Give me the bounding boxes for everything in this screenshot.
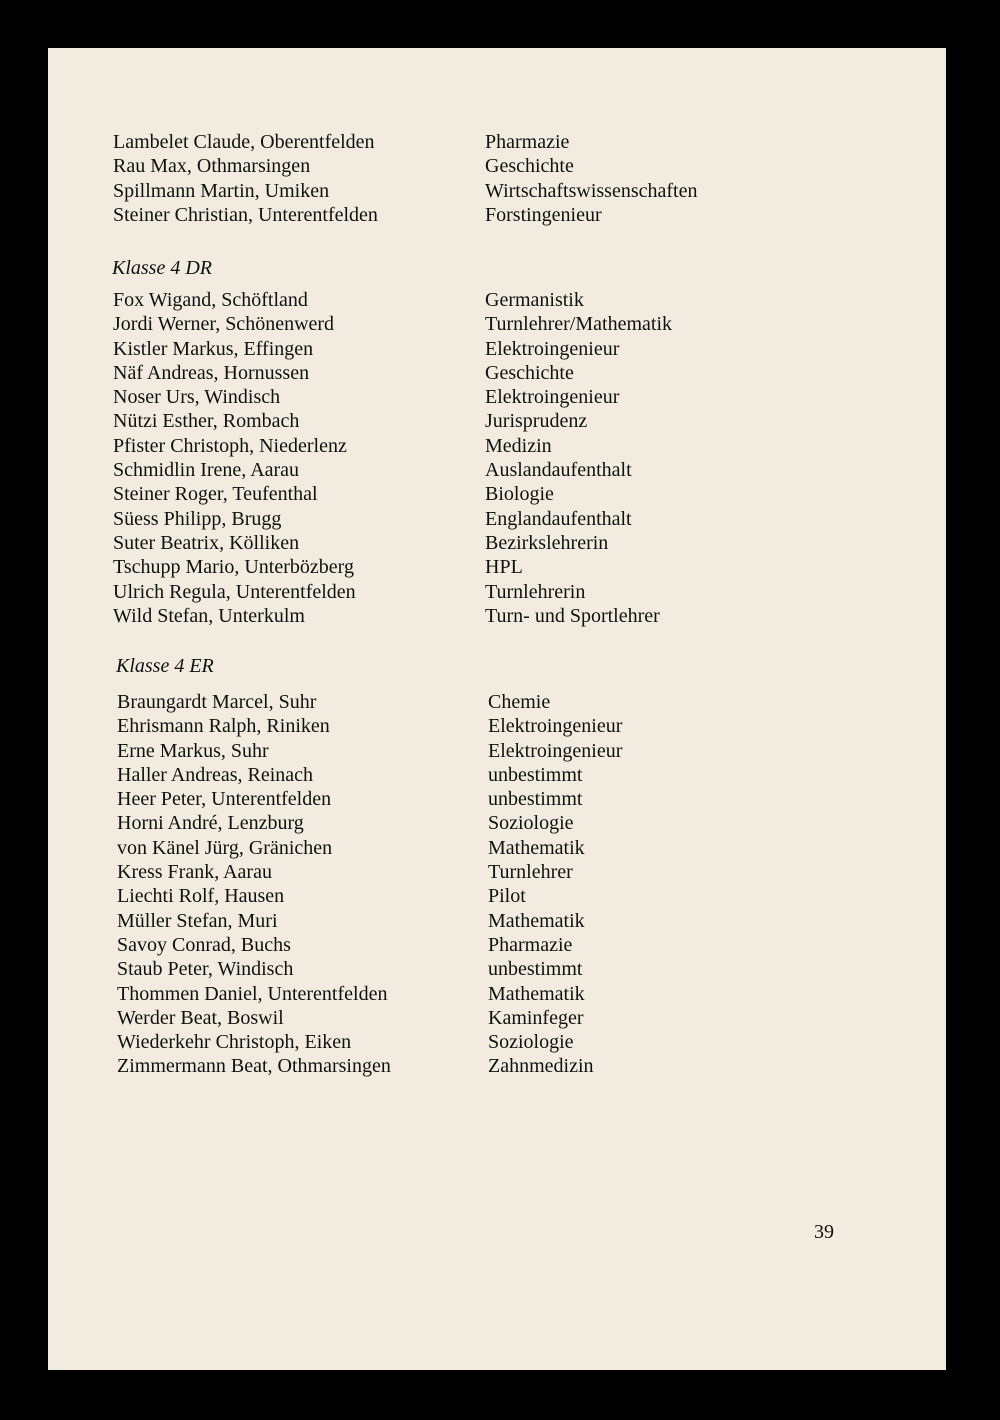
study-field: Geschichte	[485, 361, 574, 384]
list-item	[48, 982, 946, 1006]
student-name: Steiner Roger, Teufenthal	[113, 483, 318, 506]
list-item	[48, 154, 946, 178]
study-field: unbestimmt	[488, 788, 583, 811]
student-list-continued	[48, 130, 946, 227]
student-name: Jordi Werner, Schönenwerd	[113, 313, 335, 336]
study-field: Geschichte	[485, 155, 574, 178]
student-name: Ehrismann Ralph, Riniken	[117, 715, 330, 738]
student-name: Liechti Rolf, Hausen	[117, 885, 285, 908]
student-name: Kress Frank, Aarau	[117, 861, 272, 884]
list-item	[48, 909, 946, 933]
list-item	[48, 714, 946, 738]
section-heading-4dr: Klasse 4 DR	[112, 257, 212, 279]
list-item	[48, 1054, 946, 1078]
student-name: Nützi Esther, Rombach	[113, 410, 300, 433]
list-item	[48, 434, 946, 458]
study-field: Bezirkslehrerin	[485, 531, 609, 554]
student-name: Braungardt Marcel, Suhr	[117, 691, 317, 713]
list-item	[48, 860, 946, 884]
study-field: unbestimmt	[488, 763, 583, 786]
list-item	[48, 957, 946, 981]
study-field: Germanistik	[485, 289, 584, 311]
student-name: Erne Markus, Suhr	[117, 739, 269, 762]
student-name: Zimmermann Beat, Othmarsingen	[117, 1055, 391, 1078]
study-field: Zahnmedizin	[488, 1055, 594, 1078]
list-item	[48, 555, 946, 579]
student-name: Schmidlin Irene, Aarau	[113, 459, 300, 482]
study-field: Jurisprudenz	[485, 410, 588, 433]
student-name: Lambelet Claude, Oberentfelden	[113, 131, 375, 153]
study-field: Auslandaufenthalt	[485, 459, 632, 482]
page-number: 39	[814, 1221, 834, 1243]
student-name: Horni André, Lenzburg	[117, 812, 304, 835]
study-field: Pharmazie	[488, 933, 573, 956]
student-name: Haller Andreas, Reinach	[117, 763, 314, 786]
list-item	[48, 1006, 946, 1030]
study-field: Elektroingenieur	[485, 386, 620, 409]
section-heading-4er: Klasse 4 ER	[116, 655, 214, 677]
study-field: Mathematik	[488, 836, 585, 859]
student-name: Müller Stefan, Muri	[117, 909, 278, 932]
list-item	[48, 130, 946, 154]
study-field: HPL	[485, 556, 523, 579]
study-field: Mathematik	[488, 909, 585, 932]
study-field: Elektroingenieur	[488, 739, 623, 762]
list-item	[48, 203, 946, 227]
list-item	[48, 458, 946, 482]
study-field: Elektroingenieur	[488, 715, 623, 738]
list-item	[48, 763, 946, 787]
study-field: Kaminfeger	[488, 1006, 584, 1029]
student-name: Werder Beat, Boswil	[117, 1006, 284, 1029]
student-name: Savoy Conrad, Buchs	[117, 933, 291, 956]
study-field: Forstingenieur	[485, 203, 602, 226]
list-item	[48, 604, 946, 628]
list-item	[48, 385, 946, 409]
student-name: Spillmann Martin, Umiken	[113, 179, 330, 202]
study-field: Pharmazie	[485, 131, 570, 153]
student-name: Wiederkehr Christoph, Eiken	[117, 1031, 352, 1054]
student-name: Tschupp Mario, Unterbözberg	[113, 556, 354, 579]
list-item	[48, 409, 946, 433]
list-item	[48, 482, 946, 506]
study-field: Pilot	[488, 885, 526, 908]
study-field: Turnlehrerin	[485, 580, 586, 603]
list-item	[48, 836, 946, 860]
list-item	[48, 739, 946, 763]
student-name: Steiner Christian, Unterentfelden	[113, 203, 378, 226]
list-item	[48, 787, 946, 811]
study-field: Turnlehrer	[488, 861, 573, 884]
student-name: Noser Urs, Windisch	[113, 386, 281, 409]
study-field: Englandaufenthalt	[485, 507, 632, 530]
list-item	[48, 531, 946, 555]
student-name: Suter Beatrix, Kölliken	[113, 531, 300, 554]
student-name: Näf Andreas, Hornussen	[113, 361, 310, 384]
study-field: Elektroingenieur	[485, 337, 620, 360]
study-field: Wirtschaftswissenschaften	[485, 179, 698, 202]
student-name: Rau Max, Othmarsingen	[113, 155, 311, 178]
student-name: Thommen Daniel, Unterentfelden	[117, 982, 388, 1005]
list-item	[48, 811, 946, 835]
list-item	[48, 312, 946, 336]
study-field: Soziologie	[488, 1031, 574, 1054]
student-list-4er	[48, 690, 946, 1079]
student-name: Staub Peter, Windisch	[117, 958, 294, 981]
study-field: unbestimmt	[488, 958, 583, 981]
student-name: Wild Stefan, Unterkulm	[113, 604, 305, 627]
list-item	[48, 933, 946, 957]
student-name: Heer Peter, Unterentfelden	[117, 788, 332, 811]
study-field: Soziologie	[488, 812, 574, 835]
document-page	[48, 48, 946, 1370]
list-item	[48, 179, 946, 203]
list-item	[48, 337, 946, 361]
student-name: Kistler Markus, Effingen	[113, 337, 314, 360]
study-field: Biologie	[485, 483, 554, 506]
study-field: Chemie	[488, 691, 551, 713]
student-name: Süess Philipp, Brugg	[113, 507, 282, 530]
study-field: Mathematik	[488, 982, 585, 1005]
student-name: Fox Wigand, Schöftland	[113, 289, 308, 311]
study-field: Turnlehrer/Mathematik	[485, 313, 673, 336]
list-item	[48, 884, 946, 908]
study-field: Turn- und Sportlehrer	[485, 604, 660, 627]
student-name: von Känel Jürg, Gränichen	[117, 836, 333, 859]
list-item	[48, 361, 946, 385]
list-item	[48, 288, 946, 312]
student-name: Pfister Christoph, Niederlenz	[113, 434, 347, 457]
student-name: Ulrich Regula, Unterentfelden	[113, 580, 356, 603]
student-list-4dr	[48, 288, 946, 628]
list-item	[48, 1030, 946, 1054]
list-item	[48, 507, 946, 531]
list-item	[48, 690, 946, 714]
list-item	[48, 580, 946, 604]
study-field: Medizin	[485, 434, 552, 457]
